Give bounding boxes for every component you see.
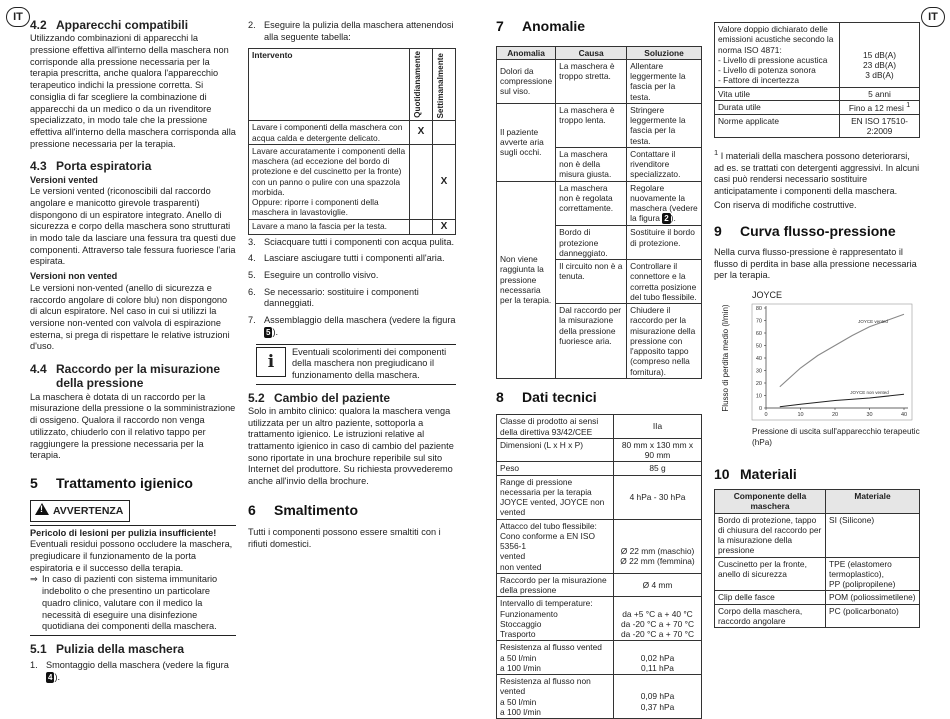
step-text: Sciacquare tutti i componenti con acqua pulita. [264, 236, 454, 247]
tech-value-text: da +5 °C a + 40 °C da -20 °C a + 70 °C da -20 °C a + 70 °C [620, 608, 695, 639]
tech-value [840, 114, 920, 138]
series-line-vented [780, 314, 904, 387]
tech-value [614, 597, 702, 641]
x-tick-label: 10 [797, 411, 804, 418]
section-10-heading: 10 Materiali [714, 465, 797, 482]
cleaning-steps [248, 237, 456, 310]
material-row [715, 513, 920, 557]
solution-cell [627, 103, 702, 147]
tech-value [614, 415, 702, 439]
figure-ref-5: 5 [266, 327, 271, 337]
material-cell: SI (Silicone) [826, 513, 920, 557]
x-tick-label: 40 [900, 411, 908, 418]
daily-mark [410, 144, 433, 219]
section-6-heading: 6 Smaltimento [248, 501, 359, 518]
y-tick-label: 60 [755, 330, 762, 337]
tech-row [497, 573, 702, 597]
section-8-heading: 8 Dati tecnici [496, 388, 597, 405]
section-5-heading: 5 Trattamento igienico [30, 474, 193, 491]
info-icon: i [256, 347, 286, 377]
tech-row [497, 438, 702, 462]
tech-row [497, 641, 702, 675]
tech-row [497, 462, 702, 475]
figure-ref-4: 4 [48, 672, 53, 682]
material-row [715, 591, 920, 604]
solution-cell [627, 226, 702, 260]
solution-text-end: ). [670, 213, 676, 224]
series-label: JOYCE vented [858, 318, 888, 324]
arrow-icon: ⇒ [30, 574, 38, 585]
section-9-text: Nella curva flusso-pressione è rappresentato il flusso di perdita in base alla pressione necessaria per la terapia. [714, 246, 917, 281]
tech-value-text: 0,02 hPa 0,11 hPa [640, 652, 675, 673]
tech-value-text: 5 anni [868, 88, 891, 99]
material-cell: TPE (elastomero termoplastico), PP (polipropilene) [826, 557, 920, 591]
tech-row [715, 87, 920, 100]
series-line-non-vented [780, 394, 904, 407]
step-number: 5. [248, 270, 256, 281]
tech-label: Resistenza al flusso vented a 50 l/min a 100 l/min [497, 641, 614, 675]
tech-value-text: Ø 4 mm [642, 579, 673, 590]
section-4-3-heading: 4.3 Porta espiratoria [30, 159, 152, 174]
tech-value-text: Fino a 12 mesi [848, 102, 904, 113]
step-text: Eseguire un controllo visivo. [264, 270, 379, 281]
solution-text: Sostituire il bordo di protezione. [630, 227, 695, 248]
solution-cell [627, 181, 702, 226]
material-cell: POM (poliossimetilene) [826, 591, 920, 604]
info-text: Eventuali scolorimenti dei componenti della maschera non pregiudicano il funzionamento della maschera. [292, 346, 447, 380]
x-tick-label: 0 [764, 411, 768, 418]
cleaning-step [248, 287, 456, 310]
solution-text: Stringere leggermente la fascia per la testa. [630, 104, 686, 146]
non-vented-text: Le versioni non-vented (anello di sicurezza e raccordo angolare di colore blu) non dispongono di alcun espiratore. Nel caso in cui si utilizzi la versione non-vented con valvola di espirazione esterna, si prega di rispettare le relative istruzioni d'uso. [30, 282, 230, 352]
material-row [715, 557, 920, 591]
tech-value-text: 4 hPa - 30 hPa [629, 491, 686, 502]
step-text: Lasciare asciugare tutti i componenti all'aria. [264, 253, 445, 264]
column-3 [496, 18, 702, 719]
materials-table [714, 489, 920, 628]
y-tick-label: 20 [755, 380, 762, 387]
y-tick-label: 50 [755, 343, 762, 350]
tech-value [840, 23, 920, 88]
cause-cell: La maschera è troppo lenta. [556, 103, 627, 147]
flow-pressure-chart [714, 290, 920, 462]
tech-row [715, 114, 920, 138]
chart-svg [714, 290, 920, 458]
tech-value-text: 80 mm x 130 mm x 90 mm [621, 439, 694, 460]
section-4-2-text: Utilizzando combinazioni di apparecchi la pressione effettiva all'interno della maschera non corrisponde alla pressione necessaria per la terapia prescritta, anche qualora l'apparecchio terapeutico indichi la pressione corretta. Si consiglia di far scegliere la combinazione di apparecchi da un medico o da un rivenditore specializzato, in modo tale che la pressione effettiva all'interno della maschera corrisponda alla pressione necessaria per la terapia. [30, 33, 236, 149]
cleaning-row [249, 144, 456, 219]
tech-value-text: EN ISO 17510-2:2009 [851, 115, 908, 137]
cleaning-step-7: 7. Assemblaggio della maschera (vedere la figura 5 ). [248, 315, 456, 337]
technical-data-table [496, 414, 702, 719]
anomaly-cell: Dolori da compressione sul viso. [497, 59, 556, 103]
language-badge-right: IT [921, 7, 945, 27]
tech-label: Resistenza al flusso non vented a 50 l/min a 100 l/min [497, 675, 614, 719]
tech-label: Norme applicate [715, 114, 840, 138]
tech-value [614, 641, 702, 675]
reserve-note: Con riserva di modifiche costruttive. [714, 199, 857, 210]
tech-label: Vita utile [715, 87, 840, 100]
section-7-heading: 7 Anomalie [496, 18, 586, 34]
y-tick-label: 40 [755, 355, 762, 362]
tech-label: Raccordo per la misurazione della pressione [497, 573, 614, 597]
chart-title: JOYCE [752, 289, 783, 300]
solution-text: Allentare leggermente la fascia per la testa. [630, 60, 686, 102]
y-axis-label: Flusso di perdita medio (l/min) [721, 304, 730, 412]
tech-row [497, 597, 702, 641]
cleaning-row [249, 219, 456, 234]
tech-value [614, 675, 702, 719]
cleaning-row [249, 121, 456, 145]
solution-text: Contattare il rivenditore specializzato. [630, 148, 681, 180]
tech-row [715, 100, 920, 114]
tech-label: Intervallo di temperature: Funzionamento Stoccaggio Trasporto [497, 597, 614, 641]
tech-value [614, 438, 702, 462]
solution-cell [627, 147, 702, 181]
cleaning-step [248, 237, 456, 249]
column-4 [714, 22, 920, 628]
cause-cell: La maschera non è regolata correttamente. [556, 181, 627, 226]
weekly-mark [433, 121, 456, 145]
anomaly-row [497, 59, 702, 103]
tech-value [614, 573, 702, 597]
cause-cell: Bordo di protezione danneggiato. [556, 226, 627, 260]
cause-cell: Il circuito non è a tenuta. [556, 260, 627, 304]
component-cell: Bordo di protezione, tappo di chiusura del raccordo per la misurazione della pressione [715, 513, 826, 557]
th-material: Materiale [826, 490, 920, 514]
solution-text: Controllare il connettore e la corretta posizione del tubo flessibile. [630, 261, 697, 302]
plot-frame [752, 304, 912, 420]
warning-text: Eventuali residui possono occludere la maschera, pregiudicare il funzionamento de la porta espiratoria e il successo della terapia. [30, 539, 233, 573]
technical-data-table-cont [714, 22, 920, 138]
section-4-4-text: La maschera è dotata di un raccordo per la misurazione della pressione o la somministrazione di ossigeno. Qualora il raccordo non venga utilizzato, chiuderlo con il relativo tappo per raggiungere la pressione necessaria per la terapia. [30, 391, 236, 461]
material-cell: PC (policarbonato) [826, 604, 920, 628]
tech-value [840, 100, 920, 114]
step-number: 3. [248, 236, 256, 247]
figure-ref-2: 2 [664, 214, 669, 224]
cleaning-action: Lavare a mano la fascia per la testa. [249, 219, 410, 234]
section-9-heading: 9 Curva flusso-pressione [714, 223, 896, 240]
anomaly-cell: Non viene raggiunta la pressione necessaria per la terapia. [497, 181, 556, 378]
tech-value [614, 462, 702, 475]
subheading-non-vented: Versioni non vented [30, 271, 118, 282]
vented-text: Le versioni vented (riconoscibili dal raccordo angolare e manicotto girevole trasparenti) dispongono di un espiratore integrato. Anello di sicurezza e corpo della maschera sono strutturati in modo tale da lasciare una fessura tra questi due componenti. Attraverso tale fessura fuoriesce l'aria espirata. [30, 186, 236, 267]
cause-cell: La maschera è troppo stretta. [556, 59, 627, 103]
y-tick-label: 70 [755, 318, 762, 325]
y-tick-label: 0 [758, 405, 762, 412]
tech-row [715, 23, 920, 88]
section-5-1-heading: 5.1 Pulizia della maschera [30, 641, 185, 656]
series-label: JOYCE non vented [850, 389, 889, 395]
footnote: $^1$ I materiali della maschera possono deteriorarsi, ad es. se trattati con detergenti aggressivi. In alcuni casi può rendersi necessario sostituire anticipatamente i componenti della maschera. [714, 148, 920, 196]
tech-value [840, 87, 920, 100]
component-cell: Corpo della maschera, raccordo angolare [715, 604, 826, 628]
cause-cell: Dal raccordo per la misurazione della pressione fuoriesce aria. [556, 304, 627, 379]
section-4-4-heading: 4.4 Raccordo per la misurazione della pressione [30, 361, 221, 391]
section-5-2-text: Solo in ambito clinico: qualora la maschera venga utilizzata per un altro paziente, sottoporla a trattamento igienico. Le istruzioni relative al trattamento igienico in caso di cambio del paziente sono riportate in una brochure reperibile sul sito Internet del produttore. Su richiesta provvederemo anche all'invio della brochure. [248, 405, 454, 487]
x-tick-label: 20 [831, 411, 839, 418]
tech-label: Valore doppio dichiarato delle emissioni acustiche secondo la norma ISO 4871: - Livello di pressione acustica - Livello di potenza sonora - Fattore di incertezza [715, 23, 840, 88]
weekly-mark: X [433, 219, 456, 234]
warning-title: Pericolo di lesioni per pulizia insufficiente! [30, 527, 217, 538]
col-header-weekly: Settimanalmente [436, 52, 445, 119]
cleaning-step [248, 270, 456, 282]
th-causa: Causa [556, 46, 627, 59]
th-component: Componente della maschera [715, 490, 826, 514]
daily-mark: X [410, 121, 433, 145]
anomaly-row [497, 181, 702, 226]
column-2 [248, 20, 456, 554]
y-tick-label: 10 [755, 393, 762, 400]
warning-item: ⇒ In caso di pazienti con sistema immunitario indebolito o che presentino un particolare quadro clinico, valutare con il medico la necessità di eseguire una disinfezione quotidiana dei componenti della maschera. [30, 574, 218, 632]
tech-value-text: Ø 22 mm (maschio) Ø 22 mm (femmina) [620, 546, 695, 567]
anomaly-row [497, 103, 702, 147]
footnote-ref: 1 [906, 101, 911, 109]
y-tick-label: 80 [755, 305, 762, 312]
step-text: Se necessario: sostituire i componenti danneggiati. [264, 286, 419, 309]
cleaning-step-1: 1. Smontaggio della maschera (vedere la figura 4 ). [30, 660, 229, 682]
section-4-2-heading: 4.2 Apparecchi compatibili [30, 18, 189, 32]
tech-row [497, 475, 702, 519]
warning-box [30, 525, 236, 636]
daily-mark [410, 219, 433, 234]
tech-value-text: IIa [652, 421, 663, 432]
tech-label: Range di pressione necessaria per la terapia JOYCE vented, JOYCE non vented [497, 475, 614, 519]
info-box [256, 344, 456, 385]
th-soluzione: Soluzione [627, 46, 702, 59]
th-anomalia: Anomalia [497, 46, 556, 59]
tech-row [497, 519, 702, 573]
section-6-text: Tutti i componenti possono essere smaltiti con i rifiuti domestici. [248, 527, 441, 549]
cause-cell: La maschera non è della misura giusta. [556, 147, 627, 181]
troubleshooting-table [496, 46, 702, 379]
tech-row [497, 415, 702, 439]
cleaning-action: Lavare i componenti della maschera con acqua calda e detergente delicato. [249, 121, 410, 145]
tech-value [614, 519, 702, 573]
x-tick-label: 30 [866, 411, 873, 418]
step-number: 4. [248, 253, 256, 264]
warning-label: !AVVERTENZA [30, 500, 130, 521]
tech-value-text: 85 g [649, 463, 666, 474]
anomaly-cell: Il paziente avverte aria sugli occhi. [497, 103, 556, 181]
tech-label: Dimensioni (L x H x P) [497, 438, 614, 462]
language-badge-left: IT [6, 7, 30, 27]
cleaning-step [248, 253, 456, 265]
solution-cell [627, 59, 702, 103]
tech-value-text: 15 dB(A) 23 dB(A) 3 dB(A) [862, 49, 897, 81]
solution-text: Chiudere il raccordo per la misurazione della pressione con l'apposito tappo (compreso nella fornitura). [630, 305, 696, 377]
component-cell: Cuscinetto per la fronte, anello di sicurezza [715, 557, 826, 591]
cleaning-action: Lavare accuratamente i componenti della maschera (ad eccezione del bordo di protezione e del cuscinetto per la fronte) con un panno o pulire con una spazzola morbida. Oppure: riporre i componenti della maschera in lavastoviglie. [249, 144, 410, 219]
section-5-2-heading: 5.2 Cambio del paziente [248, 390, 391, 405]
cleaning-table [248, 48, 456, 234]
tech-row [497, 675, 702, 719]
col-header-daily: Quotidianamente [413, 51, 422, 119]
tech-value [614, 475, 702, 519]
cleaning-step-2: 2. Eseguire la pulizia della maschera attenendosi alla seguente tabella: [248, 20, 454, 42]
tech-label: Attacco del tubo flessibile: Cono conforme a EN ISO 5356-1 vented non vented [497, 519, 614, 573]
tech-label: Classe di prodotto ai sensi della direttiva 93/42/CEE [497, 415, 614, 439]
step-number: 6. [248, 286, 256, 297]
solution-text: Regolare nuovamente la maschera (vedere la figura [630, 182, 698, 224]
tech-label: Peso [497, 462, 614, 475]
component-cell: Clip delle fasce [715, 591, 826, 604]
solution-cell [627, 304, 702, 379]
x-axis-label: Pressione di uscita sull'apparecchio terapeutico (hPa) [752, 426, 920, 447]
solution-cell [627, 260, 702, 304]
warning-icon [35, 503, 49, 515]
weekly-mark: X [433, 144, 456, 219]
column-1 [30, 18, 236, 689]
tech-label: Durata utile [715, 100, 840, 114]
subheading-vented: Versioni vented [30, 174, 98, 185]
y-tick-label: 30 [755, 368, 762, 375]
tech-value-text: 0,09 hPa 0,37 hPa [640, 691, 675, 712]
material-row [715, 604, 920, 628]
col-header-intervento: Intervento [249, 49, 410, 121]
